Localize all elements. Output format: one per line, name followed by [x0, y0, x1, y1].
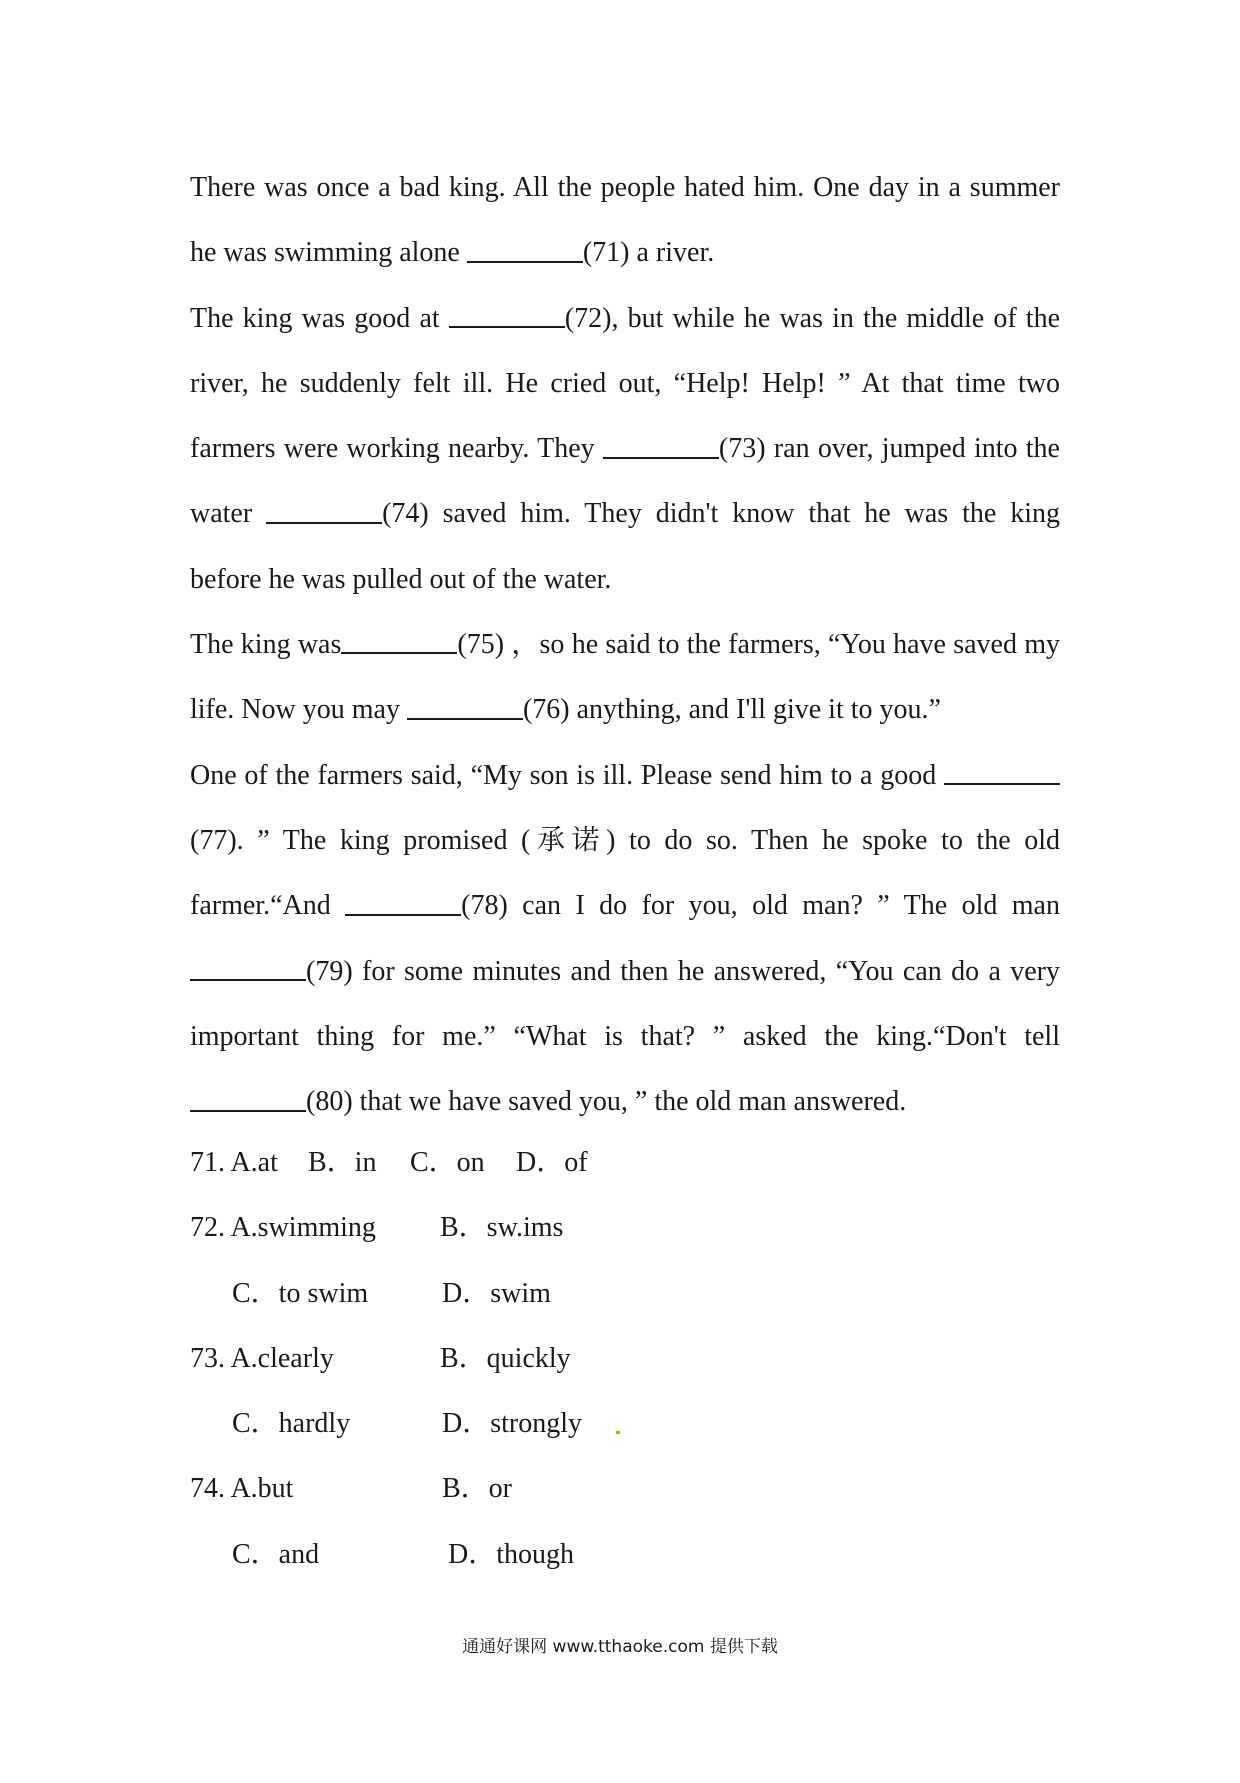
page-footer: 通通好课网 www.tthaoke.com 提供下载 — [462, 1637, 778, 1657]
option-c: C．hardly — [232, 1408, 351, 1440]
question-73-row-2 — [190, 1391, 583, 1456]
passage-text: (79) for some minutes and then he answered, “You can do a very important thing for me.” “What is that? ” asked the king.“Don't tell — [190, 955, 1060, 1052]
passage-text: (77). ” The king promised (承诺) to do so. Then he spoke to the old farmer.“And — [190, 824, 1060, 922]
passage-text: The king was good at — [190, 302, 449, 334]
option-a: 71. A.at — [190, 1147, 278, 1178]
answer-blank-77 — [944, 755, 1060, 785]
option-d: D．swim — [442, 1277, 551, 1309]
option-d: D．of — [516, 1147, 588, 1178]
option-d: D．though — [448, 1538, 575, 1570]
passage-text: (74) saved him. They didn't know that he was the king before he was pulled out of the water. — [190, 498, 1060, 595]
option-a: 72. A.swimming — [190, 1212, 376, 1244]
option-b: B．sw.ims — [440, 1212, 564, 1244]
passage-paragraph-2 — [190, 286, 1060, 612]
question-71 — [190, 1130, 588, 1195]
stray-mark — [616, 1431, 620, 1434]
passage-text: One of the farmers said, “My son is ill. Please send him to a good — [190, 759, 944, 791]
passage-text: (73) ran over, jumped into the water — [190, 433, 1060, 530]
answer-blank-78 — [345, 886, 461, 916]
option-a: 73. A.clearly — [190, 1342, 334, 1374]
option-c: C．and — [232, 1538, 320, 1570]
option-d: D．strongly — [442, 1408, 583, 1440]
passage-text: There was once a bad king. All the people hated him. One day in a summer he was swimming alone — [190, 172, 1060, 269]
answer-blank-74 — [266, 494, 382, 524]
question-74-row-2 — [190, 1522, 575, 1587]
passage-text: (78) can I do for you, old man? ” The old man — [461, 890, 1060, 922]
passage-text: (75) ，so he said to the farmers, “You have saved my life. Now you may — [190, 629, 1060, 726]
answer-blank-80 — [190, 1082, 306, 1112]
answer-blank-76 — [407, 690, 523, 720]
reading-passage — [190, 155, 1060, 1134]
answer-blank-79 — [190, 951, 306, 981]
question-74 — [190, 1456, 513, 1521]
question-72-row-2 — [190, 1261, 551, 1326]
answer-options — [190, 1130, 588, 1587]
answer-blank-75 — [341, 624, 457, 654]
passage-text: (71) a river. — [582, 237, 715, 269]
option-c: C．to swim — [232, 1277, 369, 1309]
option-b: B．in — [308, 1147, 377, 1178]
answer-blank-72 — [449, 298, 565, 328]
passage-paragraph-4 — [190, 743, 1060, 1135]
passage-text: (80) that we have saved you, ” the old man answered. — [306, 1086, 907, 1118]
passage-paragraph-1 — [190, 155, 1060, 286]
option-a: 74. A.but — [190, 1473, 294, 1505]
question-73 — [190, 1326, 571, 1391]
question-72 — [190, 1195, 564, 1260]
option-c: C．on — [410, 1147, 485, 1178]
answer-blank-73 — [603, 429, 719, 459]
passage-text: (72), but while he was in the middle of the river, he suddenly felt ill. He cried out, “Help! Help! ” At that time two farmers were working nearby. They — [190, 302, 1061, 465]
option-b: B．or — [442, 1473, 513, 1505]
passage-paragraph-3 — [190, 612, 1060, 743]
answer-blank-71 — [467, 233, 583, 263]
passage-text: (76) anything, and I'll give it to you.” — [522, 694, 941, 726]
passage-text: The king was — [190, 629, 342, 661]
option-b: B．quickly — [440, 1342, 571, 1374]
